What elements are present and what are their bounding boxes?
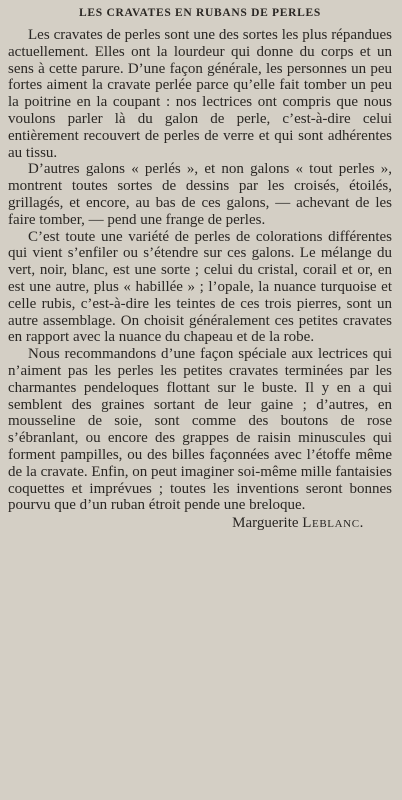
article-paragraph-2: D’autres galons « perlés », et non galons « tout perles », montrent toutes sortes de dessins par les croisés, étoilés, grillagés, et encore, au bas de ces galons, — achevant de les faire tomber, — pend une frange de perles. [8, 161, 392, 228]
article-title: LES CRAVATES EN RUBANS DE PERLES [79, 7, 321, 19]
author-last-name: Leblanc. [302, 515, 364, 532]
article-paragraph-1: Les cravates de perles sont une des sortes les plus répandues actuellement. Elles ont la lourdeur qui donne du corps et un sens à cette parure. D’une façon générale, les personnes un peu fortes aiment la cravate perlée parce qu’elle fait tomber un peu la poitrine en la coupant : nos lectrices ont compris que nous voulons parler là du galon de perle, c’est-à-dire celui entièrement recouvert de perles de verre et qui sont adhérentes au tissu. [8, 27, 392, 161]
author-signature [8, 515, 392, 532]
article-paragraph-4: Nous recommandons d’une façon spéciale aux lectrices qui n’aiment pas les perles les petites cravates terminées par les charmantes pendeloques flottant sur le buste. Il y en a qui semblent des graines sortant de leur gaine ; d’autres, en mousseline de soie, sont comme des boutons de rose s’ébranlant, ou encore des grappes de raisin minuscules qui forment pampilles, ou des billes façonnées avec l’étoffe même de la cravate. Enfin, on peut imaginer soi-même mille fantaisies coquettes et imprévues ; toutes les inventions seront bonnes pourvu que d’un ruban étroit pende une breloque. [8, 346, 392, 514]
author-first-name: Marguerite [232, 515, 299, 532]
article-paragraph-3: C’est toute une variété de perles de colorations différentes qui vient s’enfiler ou s’étendre sur ces galons. Le mélange du vert, noir, blanc, est une sorte ; celui du cristal, corail et or, en est une autre, plus « habillée » ; l’opale, la nuance turquoise et celle rubis, c’est-à-dire les teintes de ces trois pierres, sont un autre assemblage. On choisit généralement ces petites cravates en rapport avec la nuance du chapeau et de la robe. [8, 228, 392, 346]
